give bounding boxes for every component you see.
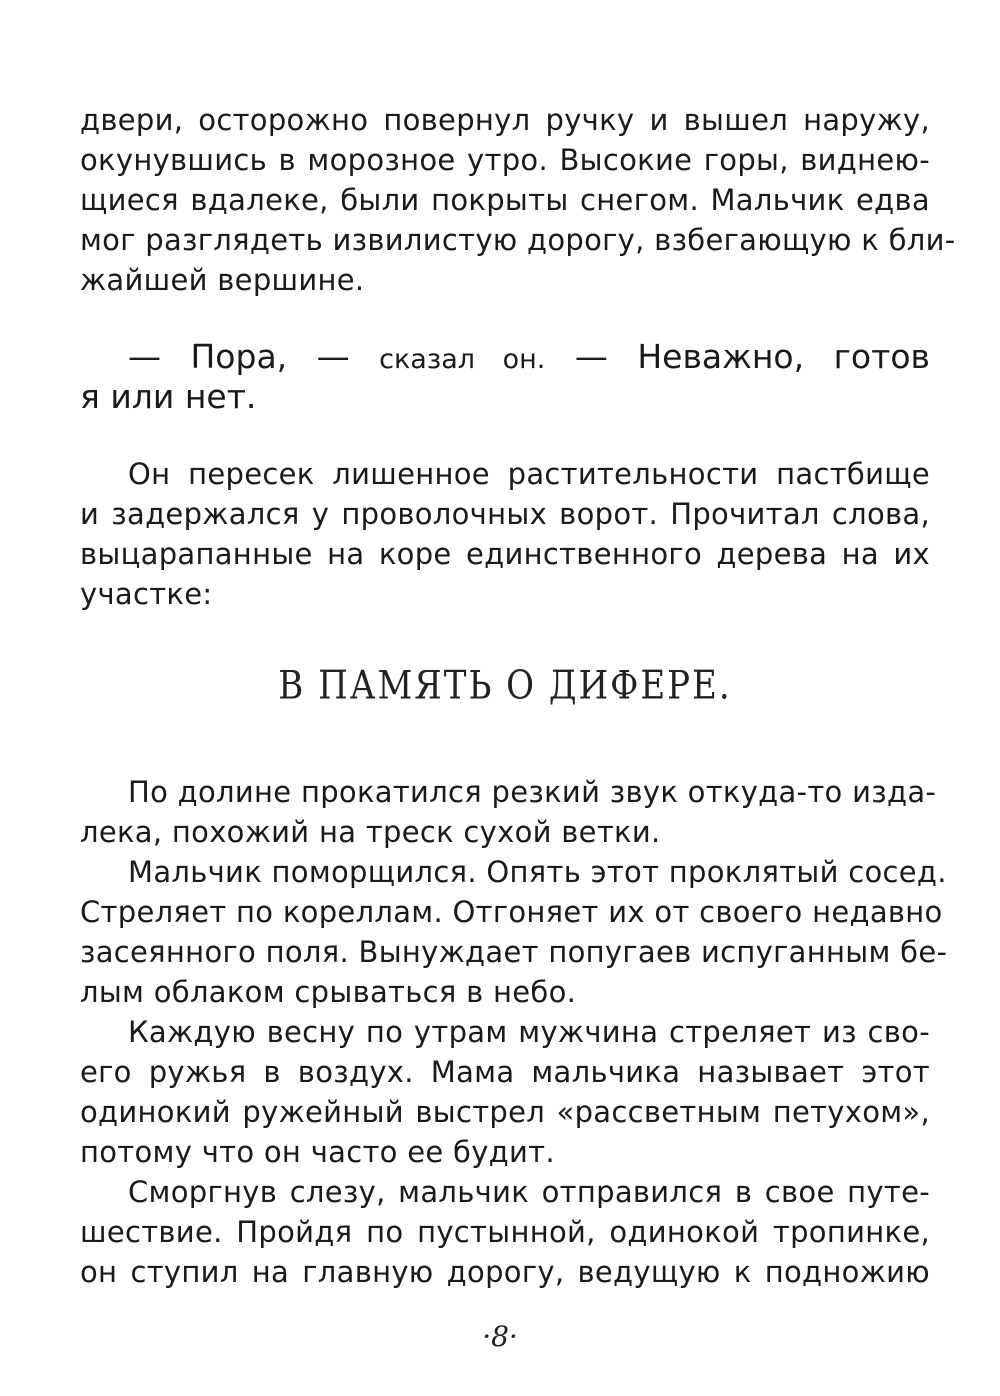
text-line: Сморгнув слезу, мальчик отправился в свое путе- bbox=[128, 1175, 930, 1209]
dialog-speech-2: — Неважно, готов bbox=[574, 337, 930, 376]
text-line: одинокий ружейный выстрел «рассветным петухом», bbox=[80, 1095, 930, 1129]
text-line: он ступил на главную дорогу, ведущую к подножию bbox=[80, 1255, 930, 1289]
text-line: жайшей вершине. bbox=[80, 263, 365, 297]
text-line: его ружья в воздух. Мама мальчика называет этот bbox=[80, 1055, 930, 1089]
text-line: двери, осторожно повернул ручку и вышел наружу, bbox=[80, 103, 930, 137]
page-number: ·8· bbox=[482, 1320, 518, 1353]
text-line: и задержался у проволочных ворот. Прочитал слова, bbox=[80, 497, 930, 531]
dialog-speech-1: — Пора, — bbox=[128, 337, 350, 376]
text-line: шествие. Пройдя по пустынной, одинокой тропинке, bbox=[80, 1215, 930, 1249]
text-line: Стреляет по кореллам. Отгоняет их от своего недавно bbox=[80, 895, 943, 929]
dialog-line bbox=[80, 337, 930, 377]
tree-inscription: В ПАМЯТЬ О ДИФЕРЕ. bbox=[278, 663, 732, 709]
text-line: Мальчик поморщился. Опять этот проклятый сосед. bbox=[128, 855, 947, 889]
dialog-line: я или нет. bbox=[80, 377, 257, 416]
text-line: Он пересек лишенное растительности пастбище bbox=[128, 457, 930, 491]
text-line: лым облаком срываться в небо. bbox=[80, 975, 577, 1009]
text-line: лека, похожий на треск сухой ветки. bbox=[80, 815, 661, 849]
text-line: щиеся вдалеке, были покрыты снегом. Мальчик едва bbox=[80, 183, 930, 217]
text-line: участке: bbox=[80, 577, 213, 611]
text-line: потому что он часто ее будит. bbox=[80, 1135, 555, 1169]
text-line: мог разглядеть извилистую дорогу, взбегающую к бли- bbox=[80, 223, 956, 257]
paragraph-3 bbox=[80, 454, 930, 614]
page-body bbox=[80, 100, 956, 1292]
paragraph-1 bbox=[80, 100, 956, 300]
paragraph-7 bbox=[80, 1172, 930, 1292]
text-line: засеянного поля. Вынуждает попугаев испуганным бе- bbox=[80, 935, 948, 969]
dialog-attribution: сказал он. bbox=[379, 344, 546, 375]
text-line: окунувшись в морозное утро. Высокие горы, виднею- bbox=[80, 143, 930, 177]
text-line: По долине прокатился резкий звук откуда-то изда- bbox=[128, 775, 937, 809]
paragraph-5 bbox=[80, 852, 948, 1012]
paragraph-6 bbox=[80, 1012, 930, 1172]
dialog-paragraph bbox=[80, 337, 930, 417]
paragraph-4 bbox=[80, 772, 937, 852]
text-line: Каждую весну по утрам мужчина стреляет из сво- bbox=[128, 1015, 930, 1049]
text-line: выцарапанные на коре единственного дерева на их bbox=[80, 537, 930, 571]
